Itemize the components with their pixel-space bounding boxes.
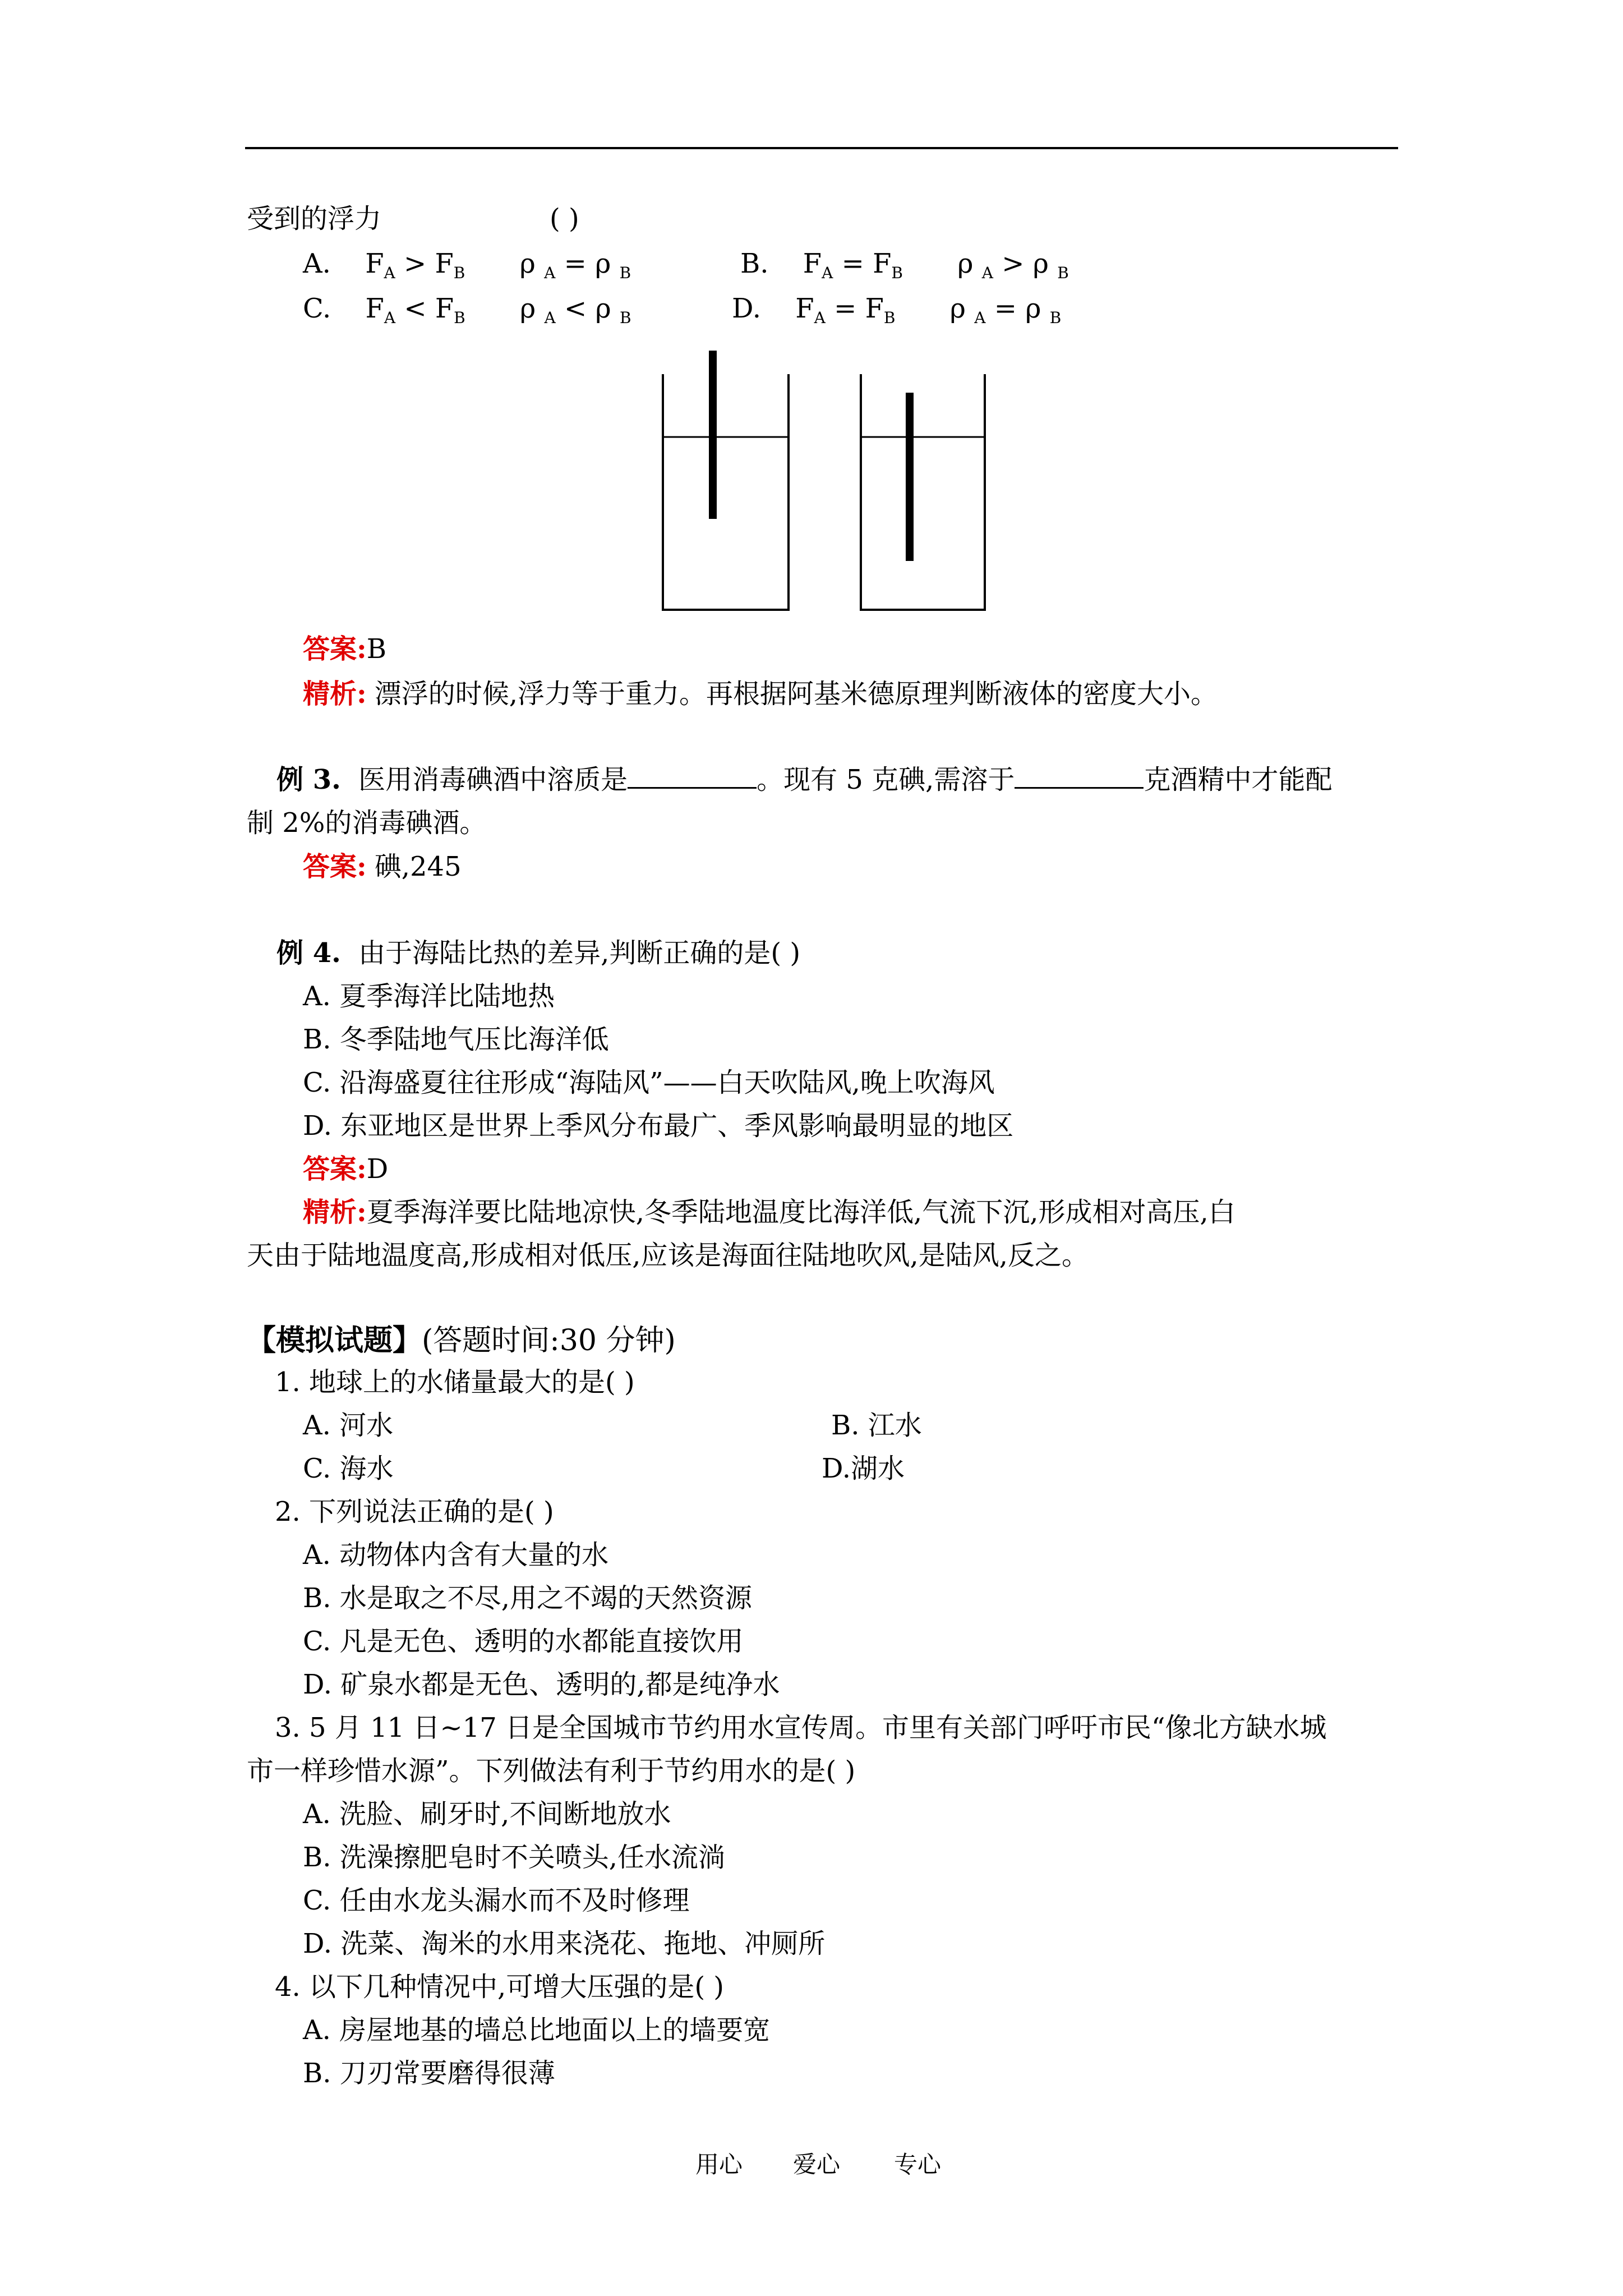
answer-parentheses: ( ) [550, 203, 579, 234]
answer-label: 答案: [303, 851, 367, 882]
question-stem: 2. 下列说法正确的是( ) [275, 1496, 554, 1527]
option-b [740, 250, 1069, 281]
section-heading [247, 1323, 676, 1358]
example-label: 例 4. [276, 937, 341, 969]
beakers-diagram [651, 345, 998, 614]
option-formula: $F_A = F_B$ [803, 248, 903, 282]
question-stem: 受到的浮力 [247, 203, 382, 234]
list-item: A. 动物体内含有大量的水 [303, 1539, 609, 1571]
option-label: A. [303, 248, 331, 279]
option-formula: $F_A = F_B$ [795, 293, 896, 327]
analysis-text: 天由于陆地温度高,形成相对低压,应该是海面往陆地吹风,是陆风,反之。 [247, 1240, 1089, 1271]
answer-value: B [366, 633, 387, 665]
example-3 [276, 766, 1332, 793]
list-item: C. 任由水龙头漏水而不及时修理 [303, 1885, 690, 1916]
list-item: A. 洗脸、刷牙时,不间断地放水 [303, 1798, 671, 1830]
answer-value: 碘,245 [374, 851, 462, 882]
option-a: A. 河水 [303, 1410, 394, 1441]
list-item: D. 洗菜、淘米的水用来浇花、拖地、冲厕所 [303, 1928, 826, 1959]
answer-label: 答案: [303, 633, 367, 665]
fill-blank [1015, 786, 1144, 789]
footer-text: 专心 [894, 2151, 942, 2178]
analysis-line [303, 678, 1218, 710]
answer-value: D [366, 1153, 389, 1185]
example-text: 医用消毒碘酒中溶质是 [358, 764, 628, 795]
footer-text: 爱心 [793, 2151, 841, 2178]
example-4 [276, 937, 801, 969]
option-d: D.湖水 [822, 1453, 905, 1484]
fill-blank [628, 786, 757, 789]
option-density: ρ $_A$ > ρ $_B$ [957, 248, 1069, 282]
rod-a [709, 351, 717, 519]
option-a [303, 250, 631, 281]
analysis-label: 精析: [303, 1197, 367, 1228]
beaker-a [663, 374, 789, 610]
list-item: C. 沿海盛夏往往形成“海陆风”——白天吹陆风,晚上吹海风 [303, 1067, 995, 1098]
option-d [732, 295, 1061, 326]
section-time: (答题时间:30 分钟) [422, 1324, 676, 1358]
analysis-label: 精析: [303, 678, 367, 710]
list-item: B. 水是取之不尽,用之不竭的天然资源 [303, 1582, 753, 1614]
list-item: A. 房屋地基的墙总比地面以上的墙要宽 [303, 2014, 771, 2046]
list-item: D. 东亚地区是世界上季风分布最广、季风影响最明显的地区 [303, 1110, 1014, 1142]
list-item: B. 刀刃常要磨得很薄 [303, 2058, 555, 2089]
example-text: 。现有 5 克碘,需溶于 [757, 764, 1015, 795]
analysis-text: 夏季海洋要比陆地凉快,冬季陆地温度比海洋低,气流下沉,形成相对高压,白 [366, 1197, 1235, 1228]
option-c [303, 295, 631, 326]
list-item: B. 冬季陆地气压比海洋低 [303, 1024, 609, 1055]
analysis-line [303, 1199, 1235, 1226]
footer-text: 用心 [695, 2151, 743, 2178]
answer-label: 答案: [303, 1153, 367, 1185]
analysis-text: 漂浮的时候,浮力等于重力。再根据阿基米德原理判断液体的密度大小。 [374, 678, 1218, 710]
rod-b [906, 393, 914, 561]
question-stem: 市一样珍惜水源”。下列做法有利于节约用水的是( ) [247, 1755, 856, 1787]
example-text: 克酒精中才能配 [1144, 764, 1332, 795]
question-stem: 4. 以下几种情况中,可增大压强的是( ) [275, 1971, 725, 2003]
answer-line [303, 633, 387, 665]
option-density: ρ $_A$ < ρ $_B$ [520, 293, 631, 327]
example-label: 例 3. [276, 764, 341, 795]
option-formula: $F_A < F_B$ [365, 293, 465, 327]
list-item: C. 凡是无色、透明的水都能直接饮用 [303, 1626, 744, 1657]
beaker-b [861, 374, 985, 610]
option-label: D. [732, 293, 762, 324]
answer-line [303, 853, 462, 880]
option-density: ρ $_A$ = ρ $_B$ [519, 248, 631, 282]
option-b: B. 江水 [831, 1410, 922, 1441]
option-density: ρ $_A$ = ρ $_B$ [949, 293, 1062, 327]
option-formula: $F_A > F_B$ [365, 248, 465, 282]
option-label: B. [740, 248, 769, 279]
list-item: D. 矿泉水都是无色、透明的,都是纯净水 [303, 1669, 780, 1700]
question-stem: 3. 5 月 11 日~17 日是全国城市节约用水宣传周。市里有关部门呼吁市民“像北方缺水城 [275, 1712, 1327, 1743]
header-rule [245, 147, 1398, 149]
example-text: 由于海陆比热的差异,判断正确的是( ) [358, 937, 801, 969]
list-item: A. 夏季海洋比陆地热 [303, 981, 555, 1012]
list-item: B. 洗澡擦肥皂时不关喷头,任水流淌 [303, 1842, 726, 1873]
question-stem: 1. 地球上的水储量最大的是( ) [275, 1366, 635, 1398]
option-label: C. [303, 293, 331, 324]
example-text: 制 2%的消毒碘酒。 [247, 807, 487, 839]
option-c: C. 海水 [303, 1453, 394, 1484]
section-title: 【模拟试题】 [247, 1323, 422, 1358]
answer-line [303, 1153, 389, 1185]
